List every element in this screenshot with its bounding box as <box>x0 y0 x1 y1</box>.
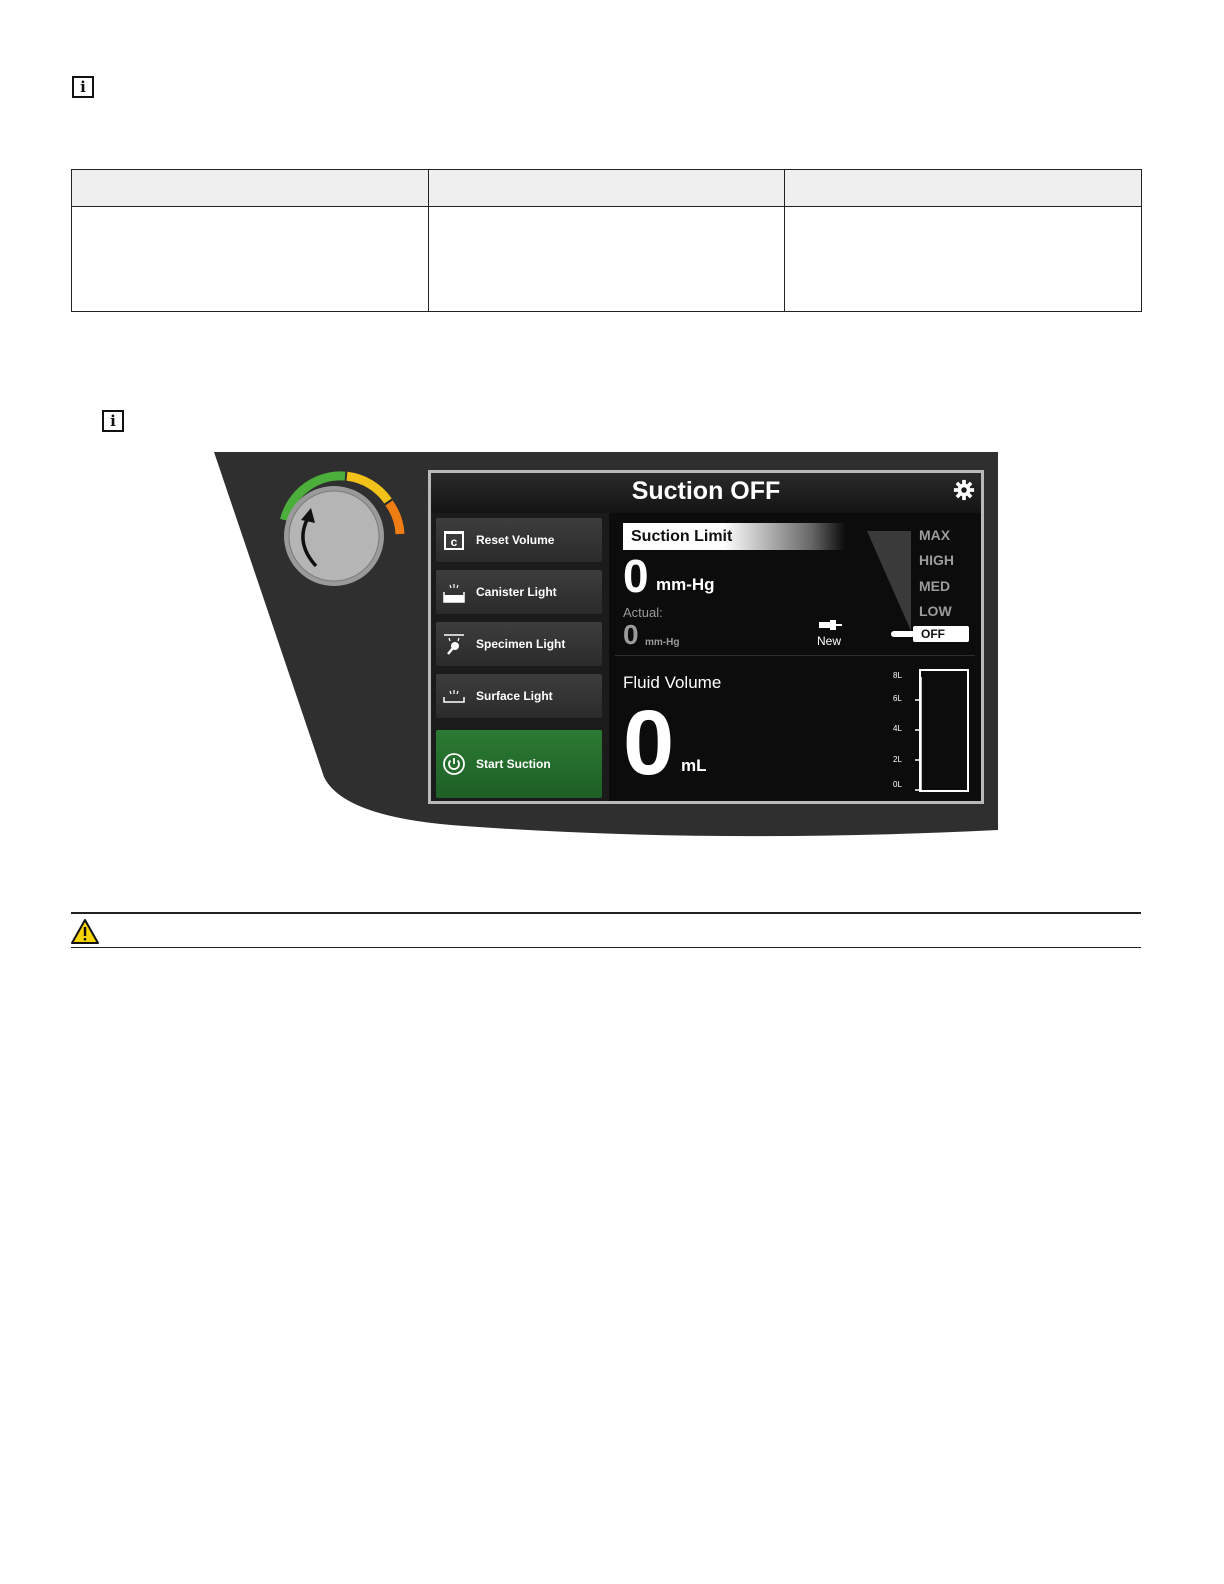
button-column <box>431 513 609 801</box>
start-suction-button[interactable] <box>436 730 602 798</box>
suction-limit-value: 0 <box>623 550 649 602</box>
svg-text:c: c <box>450 535 458 549</box>
table-cell <box>72 207 429 312</box>
canister-light-icon <box>442 580 466 604</box>
table-cell <box>785 207 1142 312</box>
fluid-volume-value: 0 <box>623 692 675 794</box>
scale-label: 6L <box>893 694 902 703</box>
canister-status: New <box>817 634 842 648</box>
scale-label: 8L <box>893 671 902 680</box>
canister-light-label: Canister Light <box>476 585 557 599</box>
suction-limit-unit: mm-Hg <box>656 575 715 594</box>
table-header-row <box>72 170 1142 207</box>
section-divider <box>615 655 975 656</box>
reset-volume-icon <box>442 528 466 552</box>
suction-limit-label: Suction Limit <box>623 523 845 550</box>
power-icon <box>442 752 466 776</box>
start-suction-label: Start Suction <box>476 757 551 771</box>
info-table <box>71 169 1142 312</box>
info-icon: i <box>72 76 94 98</box>
table-row <box>72 207 1142 312</box>
actual-label: Actual: <box>623 605 663 620</box>
warning-rule-bottom <box>71 947 1141 948</box>
surface-light-button[interactable] <box>436 674 602 718</box>
specimen-light-icon <box>442 632 466 656</box>
level-off-selected[interactable]: OFF <box>913 626 969 642</box>
fluid-volume-gauge <box>889 669 979 797</box>
level-indicator <box>891 631 915 637</box>
suction-device-panel <box>214 452 998 838</box>
level-max[interactable]: MAX <box>919 527 951 543</box>
table-header-cell <box>72 170 429 207</box>
surface-light-icon <box>442 684 466 708</box>
scale-label: 4L <box>893 724 902 733</box>
info-icon: i <box>102 410 124 432</box>
table-header-cell <box>428 170 785 207</box>
warning-rule-top <box>71 912 1141 914</box>
scale-label: 0L <box>893 780 902 789</box>
actual-unit: mm-Hg <box>645 637 680 648</box>
specimen-light-button[interactable] <box>436 622 602 666</box>
actual-value: 0 <box>623 619 639 650</box>
fluid-volume-label: Fluid Volume <box>623 673 722 692</box>
touch-screen <box>428 470 984 804</box>
level-med[interactable]: MED <box>919 578 951 594</box>
knob-arc-orange <box>389 503 400 534</box>
status-panel <box>609 513 981 801</box>
gear-icon[interactable] <box>953 479 975 501</box>
canister-light-button[interactable] <box>436 570 602 614</box>
fluid-volume-unit: mL <box>681 756 707 775</box>
table-cell <box>428 207 785 312</box>
reset-volume-label: Reset Volume <box>476 533 555 547</box>
canister-connector-icon <box>817 619 845 631</box>
specimen-light-label: Specimen Light <box>476 637 566 651</box>
suction-level-wedge <box>867 531 915 631</box>
suction-knob[interactable] <box>276 468 408 600</box>
table-header-cell <box>785 170 1142 207</box>
level-high[interactable]: HIGH <box>919 552 954 568</box>
screen-title: Suction OFF <box>631 477 781 505</box>
reset-volume-button[interactable] <box>436 518 602 562</box>
level-low[interactable]: LOW <box>919 603 952 619</box>
warning-icon <box>70 918 100 945</box>
scale-label: 2L <box>893 755 902 764</box>
surface-light-label: Surface Light <box>476 689 553 703</box>
